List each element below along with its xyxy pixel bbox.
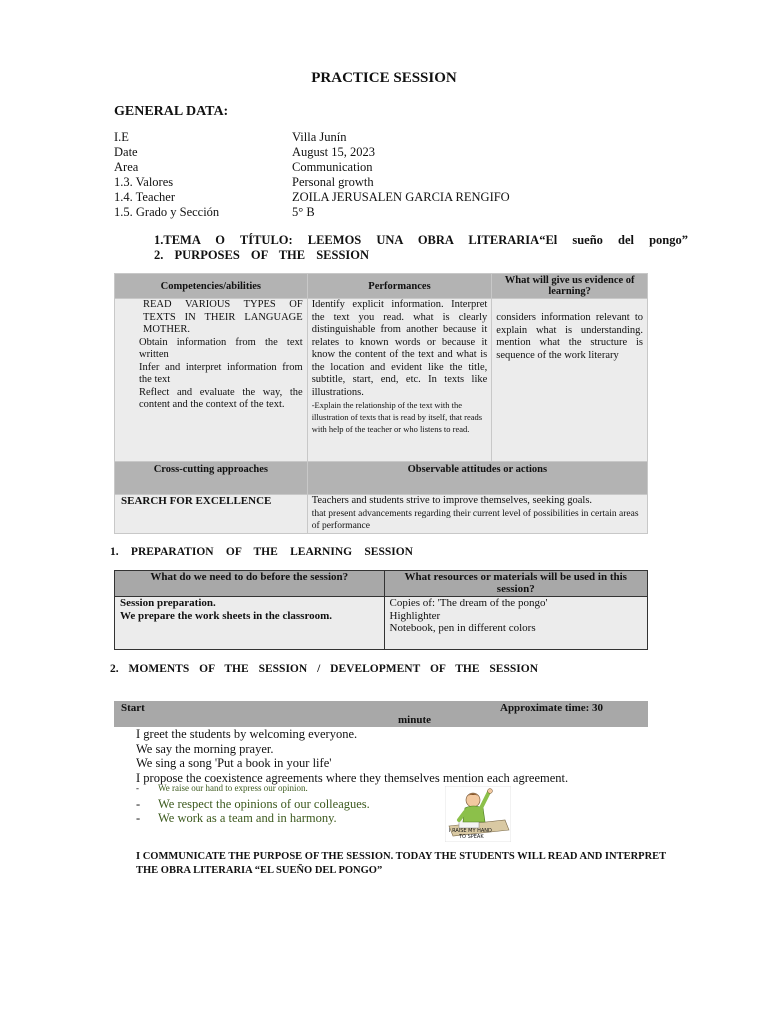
competency-item: Obtain information from the text written [139, 336, 303, 360]
general-value: ZOILA JERUSALEN GARCIA RENGIFO [292, 190, 510, 204]
time-unit: minute [398, 714, 431, 726]
general-value: Personal growth [292, 175, 374, 189]
session-topic-block [154, 233, 688, 263]
dash-icon: - [136, 797, 141, 811]
competencies-cell [115, 299, 308, 462]
list-item [119, 387, 303, 412]
start-activities [136, 727, 568, 785]
general-value: Villa Junín [292, 130, 347, 144]
preparation-cell [115, 597, 385, 650]
general-value: August 15, 2023 [292, 145, 375, 159]
list-item [119, 337, 303, 362]
list-item [136, 811, 370, 825]
caption-line: I RAISE MY HAND [449, 828, 492, 834]
illustration-caption [449, 828, 492, 840]
preparation-heading: 1. PREPARATION OF THE LEARNING SESSION [110, 546, 413, 558]
competency-item: Infer and interpret information from the text [139, 361, 303, 385]
general-value: 5° B [292, 205, 315, 219]
list-item [136, 797, 370, 811]
moments-heading: 2. MOMENTS OF THE SESSION / DEVELOPMENT OF THE SESSION [110, 663, 538, 675]
general-row [114, 175, 510, 190]
general-key: 1.4. Teacher [114, 190, 176, 204]
performances-cell [307, 299, 492, 462]
competency-list [119, 337, 303, 412]
activity-line: I propose the coexistence agreements where they themselves mention each agreement. [136, 770, 569, 785]
general-data-heading: GENERAL DATA: [114, 104, 229, 119]
header-resources: What resources or materials will be used in this session? [384, 571, 648, 597]
purposes-body-row [115, 299, 648, 462]
approach-cell: SEARCH FOR EXCELLENCE [115, 495, 308, 534]
attitudes-cell [307, 495, 647, 534]
agreements-list [136, 783, 370, 825]
preparation-table [114, 570, 648, 650]
resource-item: Notebook, pen in different colors [389, 622, 536, 634]
session-topic: 1.TEMA O TÍTULO: LEEMOS UNA OBRA LITERARIA“El sueño del pongo” [154, 233, 688, 247]
list-item [136, 783, 370, 797]
general-row [114, 130, 510, 145]
activity-line: We say the morning prayer. [136, 741, 274, 756]
general-value: Communication [292, 160, 373, 174]
bullet-icon [119, 362, 139, 387]
general-data-list [114, 130, 510, 220]
activity-line: We sing a song 'Put a book in your life' [136, 756, 332, 770]
preparation-line: We prepare the work sheets in the classroom. [120, 609, 333, 622]
preparation-header-row [115, 571, 648, 597]
general-key: 1.5. Grado y Sección [114, 205, 220, 219]
header-evidence: What will give us evidence of learning? [492, 274, 648, 299]
approach-header-row [115, 462, 648, 495]
bullet-icon [119, 387, 139, 412]
competency-item: Reflect and evaluate the way, the content and the context of the text. [139, 386, 303, 410]
page-title: PRACTICE SESSION [311, 70, 457, 86]
general-key: Date [114, 145, 138, 159]
agreement-text: We raise our hand to express our opinion. [158, 783, 308, 793]
session-purpose: I COMMUNICATE THE PURPOSE OF THE SESSION. TODAY THE STUDENTS WILL READ AND INTERPRET THE OBRA LITERARIA “EL SUEÑO DEL PONGO” [136, 851, 666, 876]
start-label: Start [121, 702, 145, 714]
preparation-body-row [115, 597, 648, 650]
approach-row [115, 495, 648, 534]
dash-icon: - [136, 811, 141, 825]
resource-item: Highlighter [389, 609, 441, 622]
bullet-icon [119, 337, 139, 362]
activity-line: I greet the students by welcoming everyone. [136, 727, 358, 741]
agreement-text: We respect the opinions of our colleagues. [158, 797, 370, 811]
general-key: I.E [114, 130, 129, 144]
general-row [114, 205, 510, 220]
header-cross-cutting: Cross-cutting approaches [115, 462, 308, 495]
preparation-line: Session preparation. [120, 597, 216, 609]
header-performances: Performances [307, 274, 492, 299]
purposes-header-row [115, 274, 648, 299]
evidence-text: considers information relevant to explain what is understanding. mention what the structure is sequence of the work literary [496, 312, 643, 361]
evidence-cell [492, 299, 648, 462]
time-label: Approximate time: 30 [500, 702, 604, 714]
attitudes-line: that present advancements regarding their current level of possibilities in certain areas of performance [311, 508, 639, 531]
general-key: 1.3. Valores [114, 175, 174, 189]
header-competencies: Competencies/abilities [115, 274, 308, 299]
purposes-heading: 2. PURPOSES OF THE SESSION [154, 248, 370, 262]
purposes-table [114, 273, 648, 534]
general-key: Area [114, 160, 139, 174]
list-item [119, 362, 303, 387]
start-bar [114, 701, 648, 727]
performance-text-small: -Explain the relationship of the text with the illustration of texts that is read by itself, that reads with help of the teacher or who listens to read. [311, 400, 483, 434]
caption-line: TO SPEAK [459, 834, 484, 840]
agreement-text: We work as a team and in harmony. [158, 811, 337, 825]
competency-title: READ VARIOUS TYPES OF TEXTS IN THEIR LANGUAGE MOTHER. [143, 299, 303, 335]
general-row [114, 160, 510, 175]
header-attitudes: Observable attitudes or actions [307, 462, 647, 495]
general-row [114, 190, 510, 205]
header-before-session: What do we need to do before the session? [115, 571, 385, 597]
raise-hand-illustration [445, 786, 511, 842]
performance-text: Identify explicit information. Interpret the text you read. what is clearly distinguishable from another because it relates to known words or because it know the content of the text and what is the location and evident like the title, subtitle, start, end, etc. In texts like illustrations. [311, 299, 488, 398]
resources-cell [384, 597, 648, 650]
general-row [114, 145, 510, 160]
resource-item: Copies of: 'The dream of the pongo' [389, 597, 548, 609]
attitudes-line: Teachers and students strive to improve themselves, seeking goals. [311, 495, 593, 506]
dash-icon: - [136, 783, 139, 793]
